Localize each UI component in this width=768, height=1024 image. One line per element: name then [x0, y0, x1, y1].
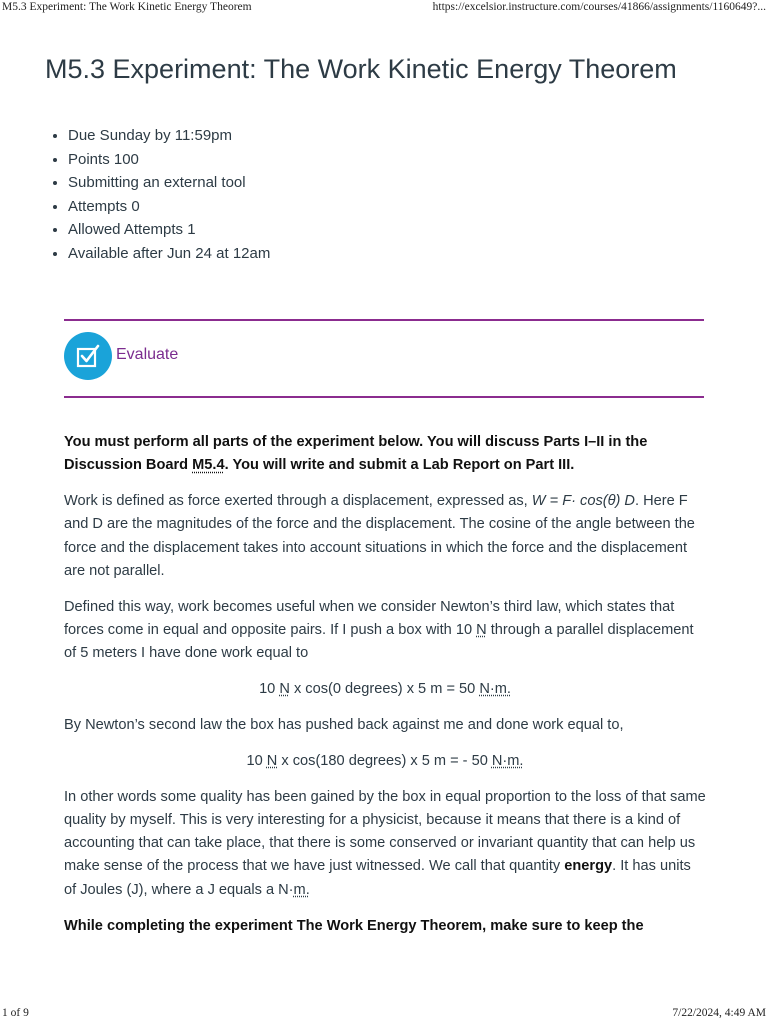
experiment-note-paragraph: While completing the experiment The Work Energy Theorem, make sure to keep the — [64, 917, 644, 934]
evaluate-callout — [64, 319, 704, 398]
newton-third-paragraph — [64, 596, 706, 666]
energy-term: energy — [564, 858, 613, 875]
p4-text-mid: . It has units of Joules (J), where a J equals a N· — [64, 858, 691, 898]
checkbox-icon — [64, 332, 112, 380]
eq2-text-mid: x cos(180 degrees) x 5 m = - 50 — [277, 752, 492, 769]
p4-text: In other words some quality has been gained by the box in equal proportion to the loss of that same quality by myself. This is very interesting for a physicist, because it means that there is a kind of accounting that can take place, that there is some conserved or invariant quantity that can help us make sense of the process that we have just witnessed. We call that quantity — [64, 788, 706, 875]
p2-text-end: through a parallel displacement of 5 meters I have done work equal to — [64, 622, 694, 662]
intro-text-end: . You will write and submit a Lab Report on Part III. — [224, 457, 575, 474]
unit-newton: N — [266, 752, 278, 769]
print-page-number: 1 of 9 — [2, 1007, 29, 1019]
newton-second-paragraph: By Newton’s second law the box has pushed back against me and done work equal to, — [64, 716, 624, 733]
p1-text-end: . Here F and D are the magnitudes of the force and the displacement. The cosine of the angle between the force and the displacement takes into account situations in which the force and the displacement are not parallel. — [64, 493, 695, 579]
print-footer — [0, 1006, 768, 1024]
unit-newton-meter: N·m. — [479, 681, 511, 698]
discussion-link[interactable]: M5.4 — [192, 457, 225, 474]
intro-paragraph — [64, 431, 706, 478]
assignment-body — [64, 431, 706, 950]
detail-allowed-attempts: • Allowed Attempts 1 — [68, 218, 270, 242]
eq2-text: 10 — [246, 752, 267, 769]
detail-available: • Available after Jun 24 at 12am — [68, 242, 270, 266]
page-title: M5.3 Experiment: The Work Kinetic Energy Theorem — [45, 54, 677, 84]
work-definition-paragraph — [64, 490, 706, 583]
unit-meter: m. — [293, 881, 310, 898]
print-header — [0, 0, 768, 16]
energy-paragraph — [64, 786, 706, 902]
detail-points: • Points 100 — [68, 148, 270, 172]
detail-due: • Due Sunday by 11:59pm — [68, 124, 270, 148]
detail-submitting: • Submitting an external tool — [68, 171, 270, 195]
print-datetime: 7/22/2024, 4:49 AM — [672, 1007, 766, 1019]
detail-attempts: • Attempts 0 — [68, 195, 270, 219]
unit-newton: N — [279, 681, 290, 698]
assignment-details — [46, 124, 270, 265]
eq1-text-mid: x cos(0 degrees) x 5 m = 50 — [289, 681, 480, 698]
eq1-text: 10 — [259, 681, 280, 698]
intro-text: You must perform all parts of the experiment below. You will discuss Parts I–II in the Discussion Board — [64, 434, 648, 474]
equation-positive-work — [64, 678, 706, 701]
unit-newton-meter: N·m. — [491, 752, 524, 769]
p1-text: Work is defined as force exerted through a displacement, expressed as, — [64, 493, 532, 510]
p2-text: Defined this way, work becomes useful when we consider Newton’s third law, which states that forces come in equal and opposite pairs. If I push a box with 10 — [64, 598, 675, 639]
print-header-url: https://excelsior.instructure.com/courses/41866/assignments/1160649?... — [432, 1, 766, 13]
equation-negative-work — [64, 750, 706, 773]
work-formula: W = F· cos(θ) D — [531, 493, 635, 510]
unit-newton: N — [476, 622, 487, 639]
evaluate-label: Evaluate — [116, 346, 179, 363]
print-header-title: M5.3 Experiment: The Work Kinetic Energy Theorem — [2, 1, 252, 13]
